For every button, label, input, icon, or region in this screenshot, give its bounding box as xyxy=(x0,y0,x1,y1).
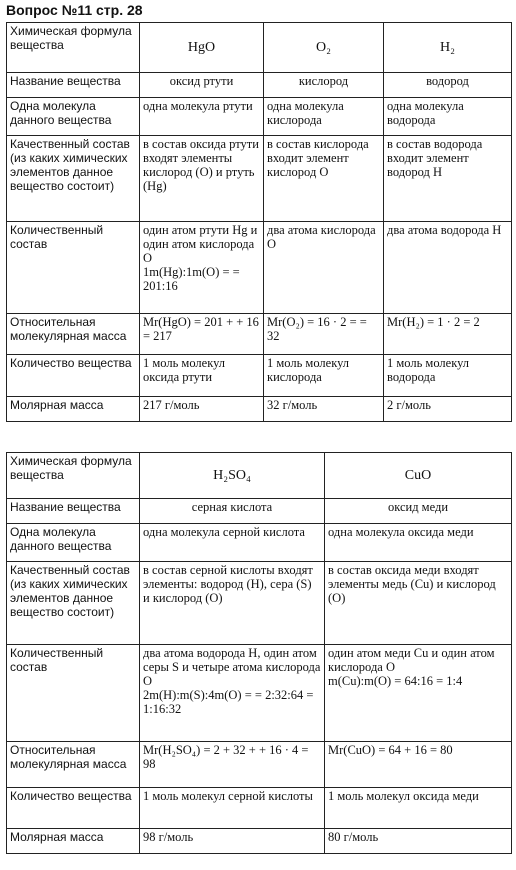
name-cell: водород xyxy=(384,73,512,98)
formula-cell: CuO xyxy=(325,453,512,499)
table-row xyxy=(7,788,512,829)
formula-cell: H₂ xyxy=(384,23,512,73)
row-label-quality: Качественный состав (из каких химических элементов данное вещество состоит) xyxy=(7,136,140,222)
table-row xyxy=(7,453,512,499)
row-label-quantity: Количественный состав xyxy=(7,645,140,742)
table-row xyxy=(7,645,512,742)
table-row xyxy=(7,524,512,562)
mass-cell: Mr(O₂) = 16 · 2 = = 32 xyxy=(264,314,384,355)
row-label-molecule: Одна молекула данного вещества xyxy=(7,98,140,136)
row-label-quality: Качественный состав (из каких химических элементов данное вещество состоит) xyxy=(7,562,140,645)
properties-table-1 xyxy=(6,22,512,422)
formula-cell: HgO xyxy=(140,23,264,73)
quantity-ratio: 1m(Hg):1m(O) = = 201:16 xyxy=(143,265,240,293)
quantity-ratio: 2m(H):m(S):4m(O) = = 2:32:64 = 1:16:32 xyxy=(143,688,314,716)
row-label-formula: Химическая формула вещества xyxy=(7,23,140,73)
row-label-mass: Относительная молекулярная масса xyxy=(7,314,140,355)
quantity-text: один атом ртути Hg и один атом кислорода О xyxy=(143,223,258,265)
table-row xyxy=(7,499,512,524)
amount-cell: 1 моль молекул водорода xyxy=(384,355,512,397)
row-label-name: Название вещества xyxy=(7,499,140,524)
row-label-molar: Молярная масса xyxy=(7,397,140,422)
amount-cell: 1 моль молекул кислорода xyxy=(264,355,384,397)
row-label-formula: Химическая формула вещества xyxy=(7,453,140,499)
quantity-ratio: m(Cu):m(O) = 64:16 = 1:4 xyxy=(328,674,463,688)
quality-cell: в состав оксида ртути входят элементы кислород (О) и ртуть (Hg) xyxy=(140,136,264,222)
row-label-quantity: Количественный состав xyxy=(7,222,140,314)
quantity-text: два атома водорода Н, один атом серы S и четыре атома кислорода О xyxy=(143,646,321,688)
page-title: Вопрос №11 стр. 28 xyxy=(6,2,143,18)
quantity-cell: два атома водорода Н xyxy=(384,222,512,314)
quantity-cell xyxy=(140,222,264,314)
mass-cell: Mr(H₂) = 1 · 2 = 2 xyxy=(384,314,512,355)
quantity-cell: два атома кислорода О xyxy=(264,222,384,314)
amount-cell: 1 моль молекул оксида ртути xyxy=(140,355,264,397)
row-label-mass: Относительная молекулярная масса xyxy=(7,742,140,788)
row-label-amount: Количество вещества xyxy=(7,355,140,397)
quality-cell: в состав серной кислоты входят элементы: водород (Н), сера (S) и кислород (О) xyxy=(140,562,325,645)
name-cell: оксид ртути xyxy=(140,73,264,98)
molecule-cell: одна молекула ртути xyxy=(140,98,264,136)
table-row xyxy=(7,355,512,397)
molar-cell: 2 г/моль xyxy=(384,397,512,422)
properties-table-2 xyxy=(6,452,512,854)
quality-cell: в состав водорода входит элемент водород Н xyxy=(384,136,512,222)
table-row xyxy=(7,73,512,98)
mass-cell: Mr(CuO) = 64 + 16 = 80 xyxy=(325,742,512,788)
table-row xyxy=(7,562,512,645)
amount-cell: 1 моль молекул оксида меди xyxy=(325,788,512,829)
molar-cell: 98 г/моль xyxy=(140,829,325,854)
formula-cell: O₂ xyxy=(264,23,384,73)
table-row xyxy=(7,98,512,136)
quality-cell: в состав оксида меди входят элементы медь (Cu) и кислород (О) xyxy=(325,562,512,645)
name-cell: серная кислота xyxy=(140,499,325,524)
table-row xyxy=(7,314,512,355)
quality-cell: в состав кислорода входит элемент кислород О xyxy=(264,136,384,222)
quantity-cell xyxy=(325,645,512,742)
mass-cell: Mr(H₂SO₄) = 2 + 32 + + 16 · 4 = 98 xyxy=(140,742,325,788)
table-row xyxy=(7,136,512,222)
row-label-molecule: Одна молекула данного вещества xyxy=(7,524,140,562)
molecule-cell: одна молекула серной кислота xyxy=(140,524,325,562)
mass-cell: Mr(HgO) = 201 + + 16 = 217 xyxy=(140,314,264,355)
name-cell: кислород xyxy=(264,73,384,98)
table-row xyxy=(7,222,512,314)
table-row xyxy=(7,742,512,788)
row-label-molar: Молярная масса xyxy=(7,829,140,854)
table-row xyxy=(7,397,512,422)
molar-cell: 32 г/моль xyxy=(264,397,384,422)
amount-cell: 1 моль молекул серной кислоты xyxy=(140,788,325,829)
molecule-cell: одна молекула кислорода xyxy=(264,98,384,136)
quantity-text: один атом меди Cu и один атом кислорода О xyxy=(328,646,495,674)
row-label-name: Название вещества xyxy=(7,73,140,98)
quantity-cell xyxy=(140,645,325,742)
molecule-cell: одна молекула оксида меди xyxy=(325,524,512,562)
molar-cell: 80 г/моль xyxy=(325,829,512,854)
row-label-amount: Количество вещества xyxy=(7,788,140,829)
molecule-cell: одна молекула водорода xyxy=(384,98,512,136)
name-cell: оксид меди xyxy=(325,499,512,524)
molar-cell: 217 г/моль xyxy=(140,397,264,422)
table-row xyxy=(7,23,512,73)
formula-cell: H₂SO₄ xyxy=(140,453,325,499)
table-row xyxy=(7,829,512,854)
